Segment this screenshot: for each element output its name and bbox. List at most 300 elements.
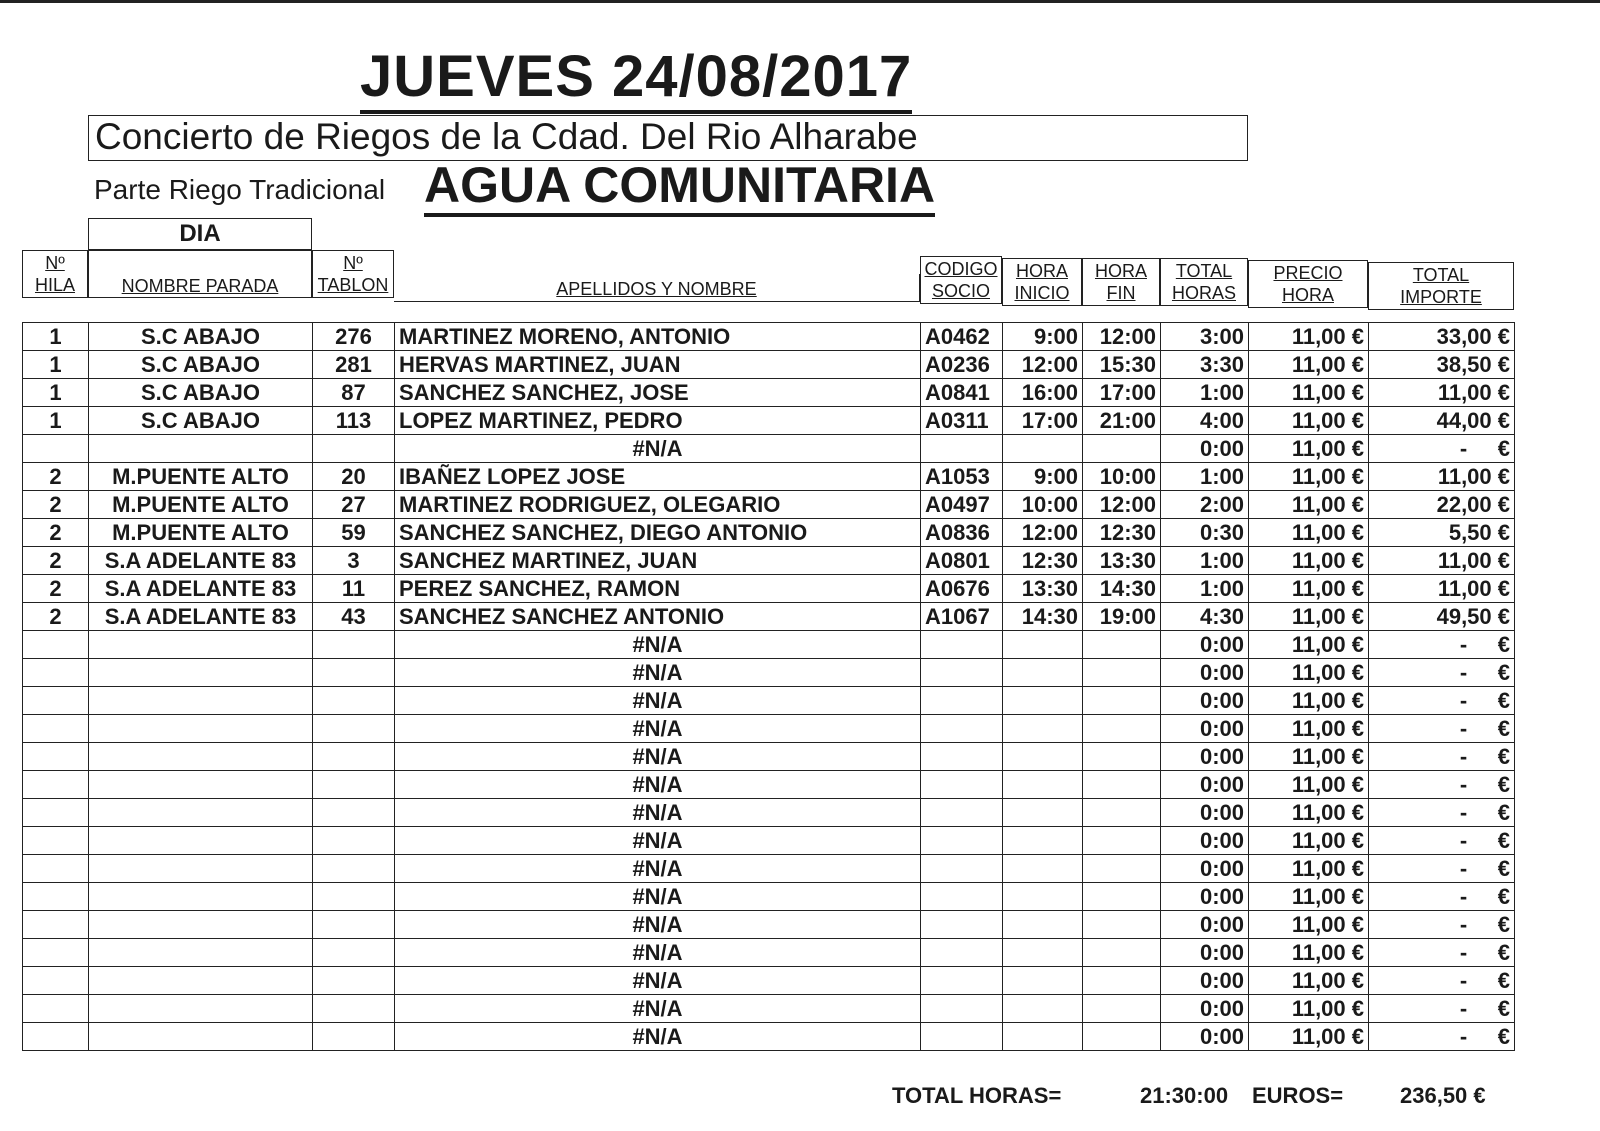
cell-importe: 44,00 € xyxy=(1369,407,1515,435)
table-row xyxy=(23,939,1515,967)
cell-parada: S.A ADELANTE 83 xyxy=(89,547,313,575)
cell-inicio: 12:00 xyxy=(1003,351,1083,379)
cell-tablon: 11 xyxy=(313,575,395,603)
cell-fin: 21:00 xyxy=(1083,407,1161,435)
cell-horas: 0:00 xyxy=(1161,883,1249,911)
cell-hila xyxy=(23,883,89,911)
cell-precio: 11,00 € xyxy=(1249,659,1369,687)
cell-parada xyxy=(89,687,313,715)
table-row xyxy=(23,323,1515,351)
cell-codigo: A0497 xyxy=(921,491,1003,519)
table-row xyxy=(23,407,1515,435)
cell-parada xyxy=(89,715,313,743)
header-importe-line2: IMPORTE xyxy=(1400,287,1482,307)
cell-inicio xyxy=(1003,715,1083,743)
cell-codigo xyxy=(921,715,1003,743)
header-inicio xyxy=(1002,258,1082,306)
cell-nombre: #N/A xyxy=(395,911,921,939)
cell-precio: 11,00 € xyxy=(1249,603,1369,631)
cell-codigo: A0676 xyxy=(921,575,1003,603)
header-fin-line1: HORA xyxy=(1094,261,1147,281)
cell-fin xyxy=(1083,939,1161,967)
cell-precio: 11,00 € xyxy=(1249,407,1369,435)
cell-parada xyxy=(89,631,313,659)
header-parada-label: NOMBRE PARADA xyxy=(121,276,279,296)
cell-parada xyxy=(89,911,313,939)
cell-importe: 33,00 € xyxy=(1369,323,1515,351)
cell-hila: 1 xyxy=(23,379,89,407)
cell-inicio xyxy=(1003,1023,1083,1051)
cell-codigo: A0841 xyxy=(921,379,1003,407)
cell-importe: 11,00 € xyxy=(1369,379,1515,407)
cell-inicio: 14:30 xyxy=(1003,603,1083,631)
cell-hila xyxy=(23,771,89,799)
cell-codigo xyxy=(921,435,1003,463)
cell-horas: 0:00 xyxy=(1161,659,1249,687)
cell-fin: 15:30 xyxy=(1083,351,1161,379)
cell-fin xyxy=(1083,659,1161,687)
table-row xyxy=(23,547,1515,575)
cell-horas: 1:00 xyxy=(1161,575,1249,603)
cell-hila: 1 xyxy=(23,351,89,379)
cell-tablon xyxy=(313,1023,395,1051)
cell-tablon xyxy=(313,799,395,827)
cell-horas: 4:30 xyxy=(1161,603,1249,631)
cell-hila: 1 xyxy=(23,407,89,435)
cell-hila: 2 xyxy=(23,463,89,491)
cell-nombre: #N/A xyxy=(395,799,921,827)
cell-codigo xyxy=(921,743,1003,771)
cell-precio: 11,00 € xyxy=(1249,995,1369,1023)
total-euros-value: 236,50 € xyxy=(1400,1083,1486,1108)
cell-importe: - € xyxy=(1369,771,1515,799)
cell-nombre: MARTINEZ MORENO, ANTONIO xyxy=(395,323,921,351)
riego-table xyxy=(22,322,1515,1051)
dia-box: DIA xyxy=(88,218,312,250)
cell-nombre: #N/A xyxy=(395,1023,921,1051)
cell-importe: - € xyxy=(1369,939,1515,967)
cell-precio: 11,00 € xyxy=(1249,827,1369,855)
cell-horas: 4:00 xyxy=(1161,407,1249,435)
cell-horas: 1:00 xyxy=(1161,547,1249,575)
cell-hila: 2 xyxy=(23,491,89,519)
cell-precio: 11,00 € xyxy=(1249,575,1369,603)
cell-parada xyxy=(89,799,313,827)
cell-hila xyxy=(23,827,89,855)
cell-parada xyxy=(89,659,313,687)
cell-horas: 0:00 xyxy=(1161,771,1249,799)
header-horas-line2: HORAS xyxy=(1171,283,1236,303)
table-row xyxy=(23,1023,1515,1051)
table-row xyxy=(23,799,1515,827)
cell-nombre: #N/A xyxy=(395,743,921,771)
cell-nombre: #N/A xyxy=(395,659,921,687)
cell-fin: 13:30 xyxy=(1083,547,1161,575)
cell-nombre: #N/A xyxy=(395,855,921,883)
cell-precio: 11,00 € xyxy=(1249,883,1369,911)
cell-horas: 0:00 xyxy=(1161,967,1249,995)
cell-precio: 11,00 € xyxy=(1249,323,1369,351)
cell-fin xyxy=(1083,855,1161,883)
table-row xyxy=(23,855,1515,883)
cell-fin xyxy=(1083,715,1161,743)
cell-hila: 1 xyxy=(23,323,89,351)
cell-horas: 0:00 xyxy=(1161,939,1249,967)
cell-fin xyxy=(1083,995,1161,1023)
cell-precio: 11,00 € xyxy=(1249,519,1369,547)
cell-inicio xyxy=(1003,631,1083,659)
cell-horas: 0:00 xyxy=(1161,911,1249,939)
header-nombre-label: APELLIDOS Y NOMBRE xyxy=(556,279,757,299)
cell-importe: - € xyxy=(1369,799,1515,827)
cell-parada: S.A ADELANTE 83 xyxy=(89,575,313,603)
table-row xyxy=(23,603,1515,631)
cell-hila xyxy=(23,659,89,687)
cell-parada xyxy=(89,743,313,771)
header-tablon-line2: TABLON xyxy=(317,275,389,295)
cell-precio: 11,00 € xyxy=(1249,799,1369,827)
cell-inicio xyxy=(1003,435,1083,463)
table-row xyxy=(23,659,1515,687)
cell-importe: - € xyxy=(1369,715,1515,743)
header-importe xyxy=(1368,262,1514,310)
cell-importe: - € xyxy=(1369,1023,1515,1051)
subtitle-box: Concierto de Riegos de la Cdad. Del Rio Alharabe xyxy=(88,115,1248,161)
cell-importe: - € xyxy=(1369,855,1515,883)
table-row xyxy=(23,631,1515,659)
cell-horas: 0:00 xyxy=(1161,631,1249,659)
cell-inicio xyxy=(1003,883,1083,911)
cell-horas: 0:00 xyxy=(1161,715,1249,743)
cell-importe: - € xyxy=(1369,659,1515,687)
cell-horas: 0:30 xyxy=(1161,519,1249,547)
cell-fin: 10:00 xyxy=(1083,463,1161,491)
cell-inicio xyxy=(1003,855,1083,883)
cell-fin xyxy=(1083,435,1161,463)
cell-nombre: #N/A xyxy=(395,967,921,995)
cell-codigo: A0311 xyxy=(921,407,1003,435)
cell-horas: 3:30 xyxy=(1161,351,1249,379)
cell-hila: 2 xyxy=(23,575,89,603)
cell-codigo: A1067 xyxy=(921,603,1003,631)
cell-parada: S.C ABAJO xyxy=(89,323,313,351)
total-horas-value: 21:30:00 xyxy=(1140,1083,1229,1108)
cell-inicio xyxy=(1003,687,1083,715)
cell-codigo xyxy=(921,995,1003,1023)
cell-parada: S.C ABAJO xyxy=(89,407,313,435)
cell-horas: 3:00 xyxy=(1161,323,1249,351)
cell-hila xyxy=(23,715,89,743)
cell-importe: 22,00 € xyxy=(1369,491,1515,519)
header-hila xyxy=(22,250,88,298)
cell-fin xyxy=(1083,631,1161,659)
cell-fin xyxy=(1083,687,1161,715)
cell-parada xyxy=(89,995,313,1023)
header-fin xyxy=(1082,258,1160,306)
cell-tablon xyxy=(313,771,395,799)
cell-nombre: #N/A xyxy=(395,771,921,799)
table-row xyxy=(23,687,1515,715)
cell-tablon xyxy=(313,743,395,771)
cell-codigo: A0236 xyxy=(921,351,1003,379)
cell-parada: M.PUENTE ALTO xyxy=(89,463,313,491)
cell-precio: 11,00 € xyxy=(1249,351,1369,379)
cell-importe: 38,50 € xyxy=(1369,351,1515,379)
cell-parada: S.C ABAJO xyxy=(89,351,313,379)
cell-hila: 2 xyxy=(23,519,89,547)
cell-precio: 11,00 € xyxy=(1249,687,1369,715)
header-importe-line1: TOTAL xyxy=(1412,265,1470,285)
cell-hila: 2 xyxy=(23,603,89,631)
cell-inicio: 12:30 xyxy=(1003,547,1083,575)
cell-importe: 11,00 € xyxy=(1369,547,1515,575)
cell-precio: 11,00 € xyxy=(1249,771,1369,799)
cell-tablon: 59 xyxy=(313,519,395,547)
cell-nombre: #N/A xyxy=(395,995,921,1023)
table-row xyxy=(23,883,1515,911)
cell-inicio xyxy=(1003,827,1083,855)
cell-nombre: PEREZ SANCHEZ, RAMON xyxy=(395,575,921,603)
cell-tablon xyxy=(313,435,395,463)
cell-importe: 5,50 € xyxy=(1369,519,1515,547)
cell-inicio xyxy=(1003,911,1083,939)
total-horas-label: TOTAL HORAS= xyxy=(892,1083,1062,1108)
cell-tablon: 43 xyxy=(313,603,395,631)
cell-inicio xyxy=(1003,967,1083,995)
cell-precio: 11,00 € xyxy=(1249,435,1369,463)
cell-inicio xyxy=(1003,743,1083,771)
table-row xyxy=(23,351,1515,379)
table-row xyxy=(23,743,1515,771)
cell-hila xyxy=(23,743,89,771)
header-tablon-line1: Nº xyxy=(343,253,363,273)
cell-codigo xyxy=(921,799,1003,827)
table-row xyxy=(23,995,1515,1023)
cell-nombre: LOPEZ MARTINEZ, PEDRO xyxy=(395,407,921,435)
cell-importe: - € xyxy=(1369,995,1515,1023)
page-title: JUEVES 24/08/2017 xyxy=(360,46,912,114)
cell-inicio: 9:00 xyxy=(1003,463,1083,491)
cell-tablon: 281 xyxy=(313,351,395,379)
cell-inicio xyxy=(1003,939,1083,967)
cell-codigo: A0462 xyxy=(921,323,1003,351)
cell-precio: 11,00 € xyxy=(1249,1023,1369,1051)
cell-fin: 12:30 xyxy=(1083,519,1161,547)
table-row xyxy=(23,967,1515,995)
cell-codigo xyxy=(921,939,1003,967)
cell-inicio: 9:00 xyxy=(1003,323,1083,351)
cell-horas: 0:00 xyxy=(1161,687,1249,715)
cell-tablon xyxy=(313,715,395,743)
cell-horas: 0:00 xyxy=(1161,995,1249,1023)
cell-parada xyxy=(89,771,313,799)
cell-precio: 11,00 € xyxy=(1249,911,1369,939)
cell-nombre: #N/A xyxy=(395,687,921,715)
cell-tablon xyxy=(313,939,395,967)
header-codigo-line2: SOCIO xyxy=(931,281,990,301)
cell-fin: 12:00 xyxy=(1083,491,1161,519)
cell-precio: 11,00 € xyxy=(1249,967,1369,995)
cell-nombre: #N/A xyxy=(395,715,921,743)
cell-horas: 1:00 xyxy=(1161,463,1249,491)
cell-codigo: A1053 xyxy=(921,463,1003,491)
cell-tablon xyxy=(313,659,395,687)
cell-nombre: MARTINEZ RODRIGUEZ, OLEGARIO xyxy=(395,491,921,519)
cell-inicio: 16:00 xyxy=(1003,379,1083,407)
cell-importe: - € xyxy=(1369,827,1515,855)
cell-tablon xyxy=(313,687,395,715)
cell-codigo xyxy=(921,911,1003,939)
cell-tablon xyxy=(313,827,395,855)
cell-parada xyxy=(89,883,313,911)
cell-nombre: #N/A xyxy=(395,883,921,911)
cell-parada xyxy=(89,435,313,463)
header-precio-line1: PRECIO xyxy=(1273,263,1343,283)
cell-codigo xyxy=(921,659,1003,687)
cell-importe: - € xyxy=(1369,631,1515,659)
header-precio-line2: HORA xyxy=(1281,285,1334,305)
total-euros-label: EUROS= xyxy=(1252,1083,1344,1108)
cell-fin xyxy=(1083,967,1161,995)
cell-inicio: 12:00 xyxy=(1003,519,1083,547)
cell-hila xyxy=(23,687,89,715)
cell-fin: 14:30 xyxy=(1083,575,1161,603)
table-row xyxy=(23,435,1515,463)
cell-fin: 19:00 xyxy=(1083,603,1161,631)
cell-parada xyxy=(89,939,313,967)
cell-parada: S.A ADELANTE 83 xyxy=(89,603,313,631)
table-row xyxy=(23,771,1515,799)
cell-hila xyxy=(23,1023,89,1051)
cell-parada xyxy=(89,827,313,855)
cell-hila xyxy=(23,435,89,463)
header-fin-line2: FIN xyxy=(1106,283,1136,303)
cell-tablon: 27 xyxy=(313,491,395,519)
cell-precio: 11,00 € xyxy=(1249,939,1369,967)
header-nombre xyxy=(394,274,920,302)
cell-hila xyxy=(23,967,89,995)
cell-tablon: 87 xyxy=(313,379,395,407)
cell-precio: 11,00 € xyxy=(1249,715,1369,743)
cell-tablon: 113 xyxy=(313,407,395,435)
cell-importe: 11,00 € xyxy=(1369,575,1515,603)
cell-importe: - € xyxy=(1369,967,1515,995)
cell-tablon: 3 xyxy=(313,547,395,575)
cell-fin: 12:00 xyxy=(1083,323,1161,351)
cell-parada: S.C ABAJO xyxy=(89,379,313,407)
cell-codigo: A0836 xyxy=(921,519,1003,547)
cell-codigo xyxy=(921,827,1003,855)
cell-codigo xyxy=(921,855,1003,883)
cell-nombre: #N/A xyxy=(395,939,921,967)
table-row xyxy=(23,827,1515,855)
cell-nombre: SANCHEZ MARTINEZ, JUAN xyxy=(395,547,921,575)
cell-importe: 49,50 € xyxy=(1369,603,1515,631)
cell-nombre: HERVAS MARTINEZ, JUAN xyxy=(395,351,921,379)
cell-inicio: 10:00 xyxy=(1003,491,1083,519)
cell-precio: 11,00 € xyxy=(1249,379,1369,407)
header-parada xyxy=(88,250,312,298)
parte-label: Parte Riego Tradicional xyxy=(94,174,386,205)
cell-fin xyxy=(1083,743,1161,771)
cell-tablon xyxy=(313,911,395,939)
agua-label: AGUA COMUNITARIA xyxy=(424,158,935,217)
cell-codigo xyxy=(921,883,1003,911)
cell-nombre: SANCHEZ SANCHEZ, DIEGO ANTONIO xyxy=(395,519,921,547)
cell-parada xyxy=(89,855,313,883)
cell-precio: 11,00 € xyxy=(1249,743,1369,771)
cell-nombre: SANCHEZ SANCHEZ, JOSE xyxy=(395,379,921,407)
cell-horas: 0:00 xyxy=(1161,855,1249,883)
cell-inicio: 17:00 xyxy=(1003,407,1083,435)
cell-codigo xyxy=(921,771,1003,799)
cell-importe: - € xyxy=(1369,743,1515,771)
cell-nombre: SANCHEZ SANCHEZ ANTONIO xyxy=(395,603,921,631)
cell-inicio xyxy=(1003,771,1083,799)
cell-precio: 11,00 € xyxy=(1249,547,1369,575)
cell-horas: 0:00 xyxy=(1161,435,1249,463)
cell-hila xyxy=(23,855,89,883)
cell-importe: - € xyxy=(1369,435,1515,463)
cell-hila xyxy=(23,995,89,1023)
header-hila-line2: HILA xyxy=(34,275,76,295)
table-row xyxy=(23,379,1515,407)
cell-hila xyxy=(23,799,89,827)
cell-inicio: 13:30 xyxy=(1003,575,1083,603)
cell-inicio xyxy=(1003,799,1083,827)
header-horas-line1: TOTAL xyxy=(1175,261,1233,281)
table-row xyxy=(23,491,1515,519)
cell-inicio xyxy=(1003,659,1083,687)
riego-table-body xyxy=(23,323,1515,1051)
cell-fin xyxy=(1083,827,1161,855)
cell-codigo: A0801 xyxy=(921,547,1003,575)
cell-fin xyxy=(1083,771,1161,799)
cell-nombre: #N/A xyxy=(395,631,921,659)
header-horas xyxy=(1160,258,1248,306)
cell-fin xyxy=(1083,799,1161,827)
cell-parada: M.PUENTE ALTO xyxy=(89,491,313,519)
cell-fin xyxy=(1083,1023,1161,1051)
cell-fin xyxy=(1083,883,1161,911)
cell-codigo xyxy=(921,967,1003,995)
cell-tablon: 20 xyxy=(313,463,395,491)
cell-inicio xyxy=(1003,995,1083,1023)
cell-hila xyxy=(23,939,89,967)
cell-hila: 2 xyxy=(23,547,89,575)
cell-nombre: #N/A xyxy=(395,827,921,855)
cell-tablon xyxy=(313,855,395,883)
cell-importe: 11,00 € xyxy=(1369,463,1515,491)
cell-nombre: IBAÑEZ LOPEZ JOSE xyxy=(395,463,921,491)
table-row xyxy=(23,575,1515,603)
cell-horas: 0:00 xyxy=(1161,799,1249,827)
header-precio xyxy=(1248,260,1368,308)
header-codigo xyxy=(920,256,1002,304)
cell-parada xyxy=(89,1023,313,1051)
table-row xyxy=(23,519,1515,547)
cell-precio: 11,00 € xyxy=(1249,855,1369,883)
table-row xyxy=(23,911,1515,939)
header-tablon xyxy=(312,250,394,298)
cell-nombre: #N/A xyxy=(395,435,921,463)
cell-importe: - € xyxy=(1369,883,1515,911)
cell-tablon xyxy=(313,883,395,911)
cell-hila xyxy=(23,631,89,659)
cell-tablon xyxy=(313,967,395,995)
cell-importe: - € xyxy=(1369,687,1515,715)
cell-horas: 1:00 xyxy=(1161,379,1249,407)
